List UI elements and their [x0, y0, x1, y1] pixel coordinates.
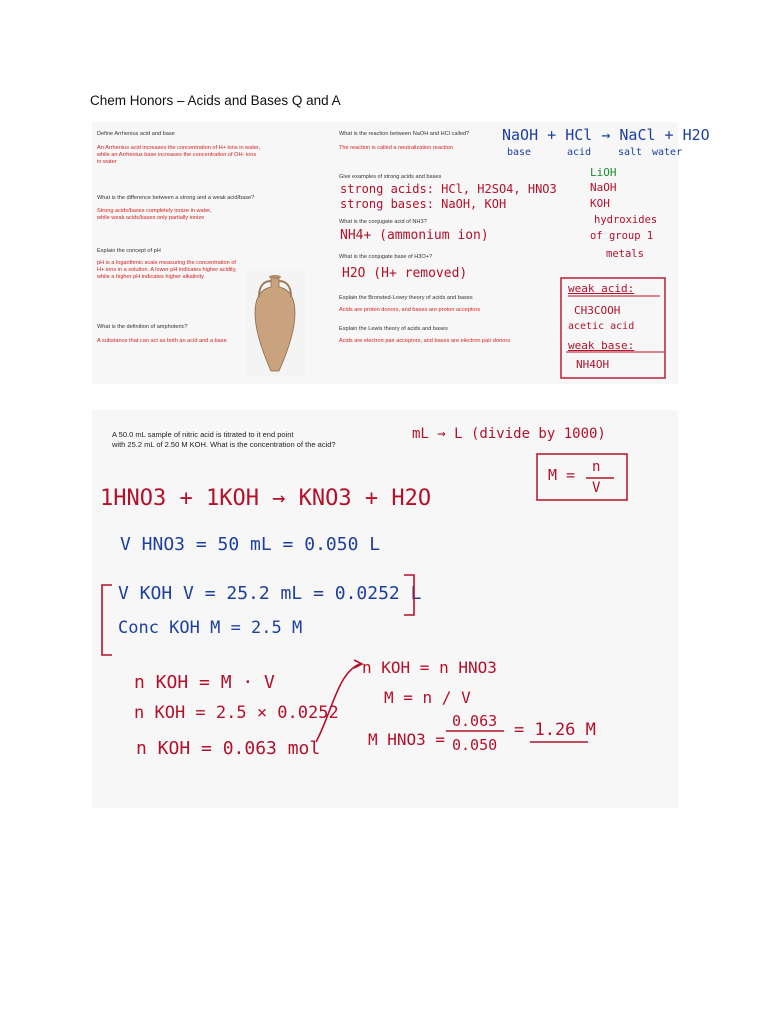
answer: Acids are electron pair acceptors, and bases are electron pair donors: [339, 338, 511, 344]
formula-v: V: [592, 480, 601, 496]
handwritten-strong-bases: strong bases: NaOH, KOH: [340, 197, 507, 211]
question: What is the conjugate acid of NH3?: [339, 219, 427, 225]
label-base: base: [507, 147, 532, 158]
volume-hno3: V HNO3 = 50 mL = 0.050 L: [120, 534, 381, 555]
label-water: water: [652, 147, 683, 158]
answer: An Arrhenius acid increases the concentration of H+ ions in water, while an Arrhenius base increases the concentration of OH- ions in water: [97, 145, 261, 165]
question: What is the reaction between NaOH and HCl called?: [339, 131, 470, 137]
side-note: metals: [606, 248, 644, 260]
question: Explain the Lewis theory of acids and bases: [339, 326, 448, 332]
answer: Acids are proton donors, and bases are proton acceptors: [339, 307, 481, 313]
problem-statement: A 50.0 mL sample of nitric acid is titrated to it end point with 25.2 mL of 2.50 M KOH. What is the concentration of the acid?: [112, 430, 336, 449]
moles-koh-substitution: n KOH = 2.5 × 0.0252: [134, 703, 339, 723]
bracket-left: [102, 585, 112, 655]
handwritten-strong-acids: strong acids: HCl, H2SO4, HNO3: [340, 182, 557, 196]
moles-koh-formula: n KOH = M · V: [134, 672, 275, 693]
moles-koh-result: n KOH = 0.063 mol: [136, 738, 321, 759]
question: Give examples of strong acids and bases: [339, 174, 442, 180]
weak-acid-label: weak acid:: [568, 282, 635, 295]
page-title: Chem Honors – Acids and Bases Q and A: [90, 93, 341, 108]
fraction-numerator: 0.063: [452, 712, 498, 730]
side-note: of group 1: [590, 230, 654, 242]
handwritten-conjugate-base: H2O (H+ removed): [342, 266, 468, 281]
molarity-formula: M = n / V: [384, 688, 471, 707]
side-base-lioh: LiOH: [590, 166, 617, 179]
answer: A substance that can act as both an acid and a base: [97, 338, 227, 344]
label-acid: acid: [567, 147, 592, 158]
question: What is the difference between a strong and a weak acid/base?: [97, 195, 255, 201]
question: What is the conjugate base of H3O+?: [339, 254, 433, 260]
formula-box: [537, 454, 627, 500]
weak-acid-name: acetic acid: [568, 321, 635, 332]
concentration-koh: Conc KOH M = 2.5 M: [118, 618, 303, 638]
answer: The reaction is called a neutralization reaction: [339, 145, 453, 151]
conversion-note: mL → L (divide by 1000): [412, 426, 606, 442]
question: Explain the concept of pH: [97, 248, 161, 254]
bracket-right: [404, 575, 414, 615]
formula-n: n: [592, 459, 601, 475]
final-answer: = 1.26 M: [514, 720, 596, 740]
question: What is the definition of amphoteric?: [97, 324, 188, 330]
curved-arrow: [316, 664, 360, 742]
question: Explain the Bronsted-Lowry theory of acids and bases: [339, 295, 473, 301]
moles-equality: n KOH = n HNO3: [362, 658, 497, 677]
side-base-koh: KOH: [590, 197, 610, 210]
question: Define Arrhenius acid and base: [97, 131, 175, 137]
balanced-equation: 1HNO3 + 1KOH → KNO3 + H2O: [100, 486, 432, 511]
side-base-naoh: NaOH: [590, 181, 617, 194]
weak-base-label: weak base:: [568, 339, 635, 352]
side-note: hydroxides: [594, 214, 658, 226]
weak-acid: CH3COOH: [574, 304, 621, 317]
handwritten-conjugate-acid: NH4+ (ammonium ion): [340, 228, 489, 243]
weak-base: NH4OH: [576, 358, 610, 371]
molarity-hno3-label: M HNO3 =: [368, 730, 446, 749]
answer: Strong acids/bases completely ionize in water, while weak acids/bases only partially ionize: [97, 208, 212, 221]
fraction-denominator: 0.050: [452, 736, 498, 754]
handwritten-reaction: NaOH + HCl → NaCl + H2O: [502, 126, 710, 144]
volume-koh: V KOH V = 25.2 mL = 0.0252 L: [118, 583, 422, 604]
answer: pH is a logarithmic scale measuring the concentration of H+ ions in a solution. A lower pH indicates higher acidity, while a higher pH indicates higher alkalinity: [97, 260, 237, 280]
formula-m: M =: [548, 466, 576, 484]
label-salt: salt: [618, 147, 643, 158]
weak-box: [561, 278, 665, 378]
